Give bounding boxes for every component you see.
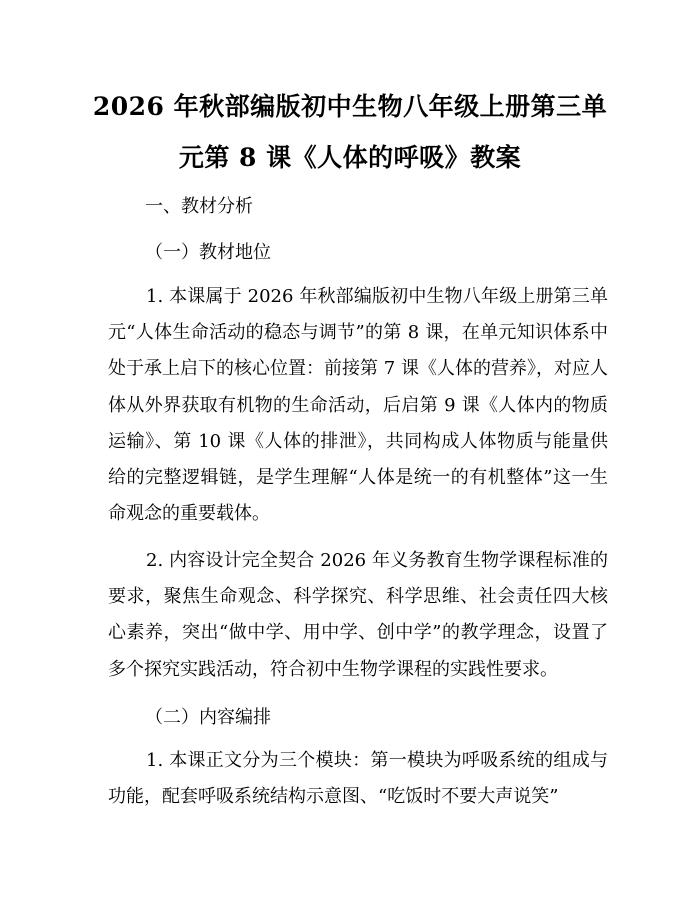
paragraph-textbook-status-2: 2. 内容设计完全契合 2026 年义务教育生物学课程标准的要求，聚焦生命观念、科学探究、科学思维、社会责任四大核心素养，突出“做中学、用中学、创中学”的教学理念，设置了多个探究实践活动，符合初中生物学课程的实践性要求。 — [108, 550, 608, 680]
paragraph-content-arrangement-1: 1. 本课正文分为三个模块：第一模块为呼吸系统的组成与功能，配套呼吸系统结构示意图、“吃饭时不要大声说笑” — [108, 750, 608, 808]
paragraph-textbook-status-1: 1. 本课属于 2026 年秋部编版初中生物八年级上册第三单元“人体生命活动的稳态与调节”的第 8 课，在单元知识体系中处于承上启下的核心位置：前接第 7 课《人体的营养》，对应人体从外界获取有机物的生命活动，后启第 9 课《人体内的物质运输》、第 10 课《人体的排泄》，共同构成人体物质与能量供给的完整逻辑链，是学生理解“人体是统一的有机整体”这一生命观念的重要载体。 — [108, 286, 608, 525]
document-title-line-2: 元第 8 课《人体的呼吸》教案 — [178, 143, 522, 172]
document-title-line-1: 2026 年秋部编版初中生物八年级上册第三单 — [92, 92, 608, 121]
subsection-heading-content-arrangement: （二）内容编排 — [145, 707, 271, 728]
subsection-heading-textbook-status: （一）教材地位 — [145, 242, 271, 263]
section-heading-textbook-analysis: 一、教材分析 — [145, 196, 253, 217]
